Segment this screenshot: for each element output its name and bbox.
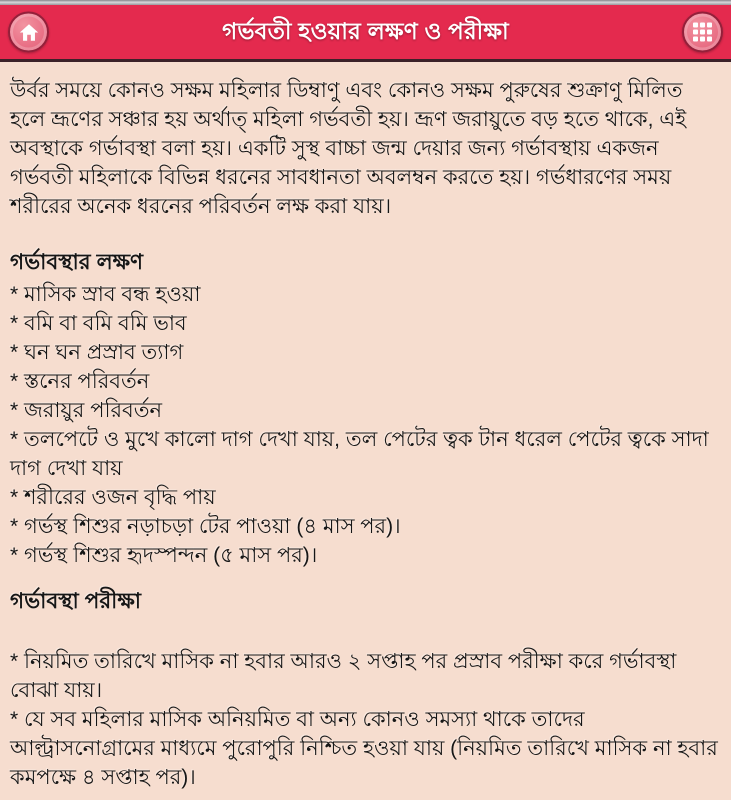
- list-item: * গর্ভস্থ শিশুর হৃদস্পন্দন (৫ মাস পর)।: [10, 544, 318, 567]
- list-item: * শরীরের ওজন বৃদ্ধি পায়: [10, 486, 216, 509]
- home-button[interactable]: [8, 12, 49, 53]
- list-item: * তলপেটে ও মুখে কালো দাগ দেখা যায়, তল পেটের ত্বক টান ধরেল পেটের ত্বকে সাদা দাগ দেখা যায়: [10, 428, 709, 480]
- content-scroll[interactable]: [0, 62, 731, 800]
- intro-paragraph: উর্বর সময়ে কোনও সক্ষম মহিলার ডিম্বাণু এবং কোনও সক্ষম পুরুষের শুক্রাণু মিলিত হলে ভ্রূণের সঞ্চার হয় অর্থাত্‍ মহিলা গর্ভবতী হয়। ভ্রূণ জরায়ুতে বড় হতে থাকে, এই অবস্থাকে গর্ভাবস্থা বলা হয়। একটি সুস্থ বাচ্চা জন্ম দেয়ার জন্য গর্ভাবস্থায় একজন গর্ভবতী মহিলাকে বিভিন্ন ধরনের সাবধানতা অবলম্বন করতে হয়। গর্ভধারণের সময় শরীরের অনেক ধরনের পরিবর্তন লক্ষ করা যায়।: [10, 79, 687, 218]
- grid-icon: [692, 22, 713, 43]
- list-item: * জরায়ুর পরিবর্তন: [10, 399, 162, 422]
- symptoms-list: [10, 280, 721, 570]
- list-item: * যে সব মহিলার মাসিক অনিয়মিত বা অন্য কোনও সমস্যা থাকে তাদের আল্ট্রাসনোগ্রামের মাধ্যমে পুরোপুরি নিশ্চিত হওয়া যায় (নিয়মিত তারিখে মাসিক না হবার কমপক্ষে ৪ সপ্তাহ পর)।: [10, 708, 718, 789]
- app-header: [0, 5, 731, 62]
- section-heading-tests: গর্ভাবস্থা পরীক্ষা: [10, 589, 141, 613]
- list-item: * ঘন ঘন প্রস্রাব ত্যাগ: [10, 341, 184, 364]
- tests-list: [10, 647, 721, 792]
- home-icon: [18, 21, 40, 43]
- section-heading-symptoms: গর্ভাবস্থার লক্ষণ: [10, 250, 144, 274]
- list-item: * মাসিক স্রাব বন্ধ হওয়া: [10, 283, 201, 306]
- page-title: গর্ভবতী হওয়ার লক্ষণ ও পরীক্ষা: [222, 17, 509, 44]
- list-item: * স্তনের পরিবর্তন: [10, 370, 150, 393]
- list-item: * নিয়মিত তারিখে মাসিক না হবার আরও ২ সপ্তাহ পর প্রস্রাব পরীক্ষা করে গর্ভাবস্থা বোঝা যায়।: [10, 650, 677, 702]
- menu-button[interactable]: [682, 12, 723, 53]
- list-item: * বমি বা বমি বমি ভাব: [10, 312, 187, 335]
- list-item: * গর্ভস্থ শিশুর নড়াচড়া টের পাওয়া (৪ মাস পর)।: [10, 515, 401, 538]
